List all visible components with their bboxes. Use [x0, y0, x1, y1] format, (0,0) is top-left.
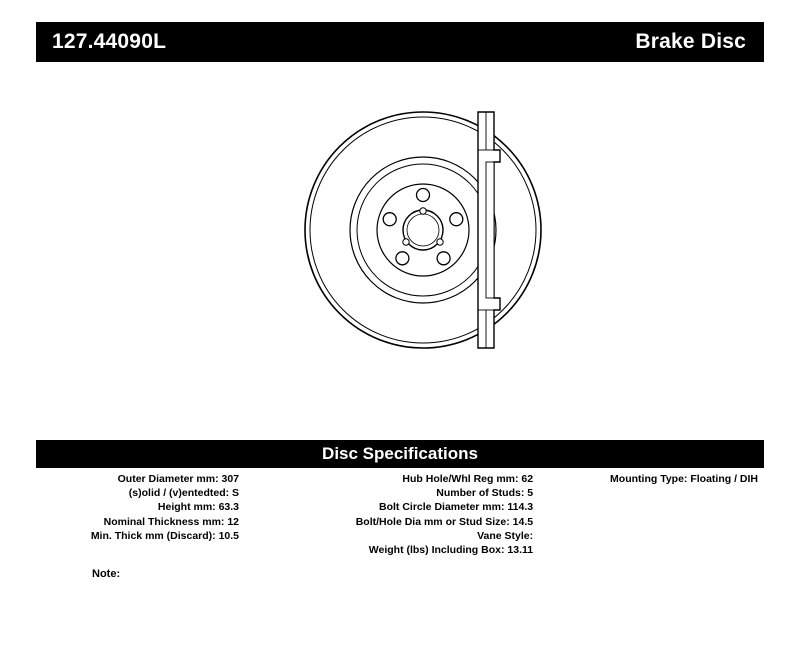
- note-row: [36, 568, 764, 580]
- product-type-label: Brake Disc: [635, 30, 746, 53]
- header-bar: [36, 22, 764, 62]
- spec-column-left: [36, 472, 243, 543]
- spec-item: Hub Hole/Whl Reg mm: 62: [402, 473, 534, 485]
- spec-item: Mounting Type: Floating / DIH: [610, 473, 758, 485]
- spec-item: Vane Style:: [477, 529, 534, 542]
- spec-item: (s)olid / (v)entedted: S: [128, 487, 240, 500]
- spec-item: Bolt/Hole Dia mm or Stud Size: 14.5: [355, 515, 534, 528]
- specifications-columns: [36, 472, 764, 557]
- spec-column-right: [551, 472, 764, 486]
- part-number-label: 127.44090L: [52, 30, 167, 53]
- spec-item: Outer Diameter mm: 307: [117, 473, 240, 485]
- disc-specifications-title: Disc Specifications: [322, 444, 478, 463]
- spec-item: Bolt Circle Diameter mm: 114.3: [379, 501, 534, 514]
- spec-column-middle: [243, 472, 551, 557]
- spec-item: Nominal Thickness mm: 12: [103, 515, 240, 528]
- product-image-region: [36, 80, 764, 410]
- note-label: Note:: [92, 568, 121, 580]
- brake-rotor-side-profile-view: [456, 105, 536, 355]
- spec-item: Weight (lbs) Including Box: 13.11: [368, 544, 534, 557]
- spec-item: Min. Thick mm (Discard): 10.5: [90, 529, 240, 542]
- spec-item: Number of Studs: 5: [436, 487, 534, 500]
- spec-item: Height mm: 63.3: [157, 501, 240, 514]
- disc-specifications-title-bar: [36, 440, 764, 468]
